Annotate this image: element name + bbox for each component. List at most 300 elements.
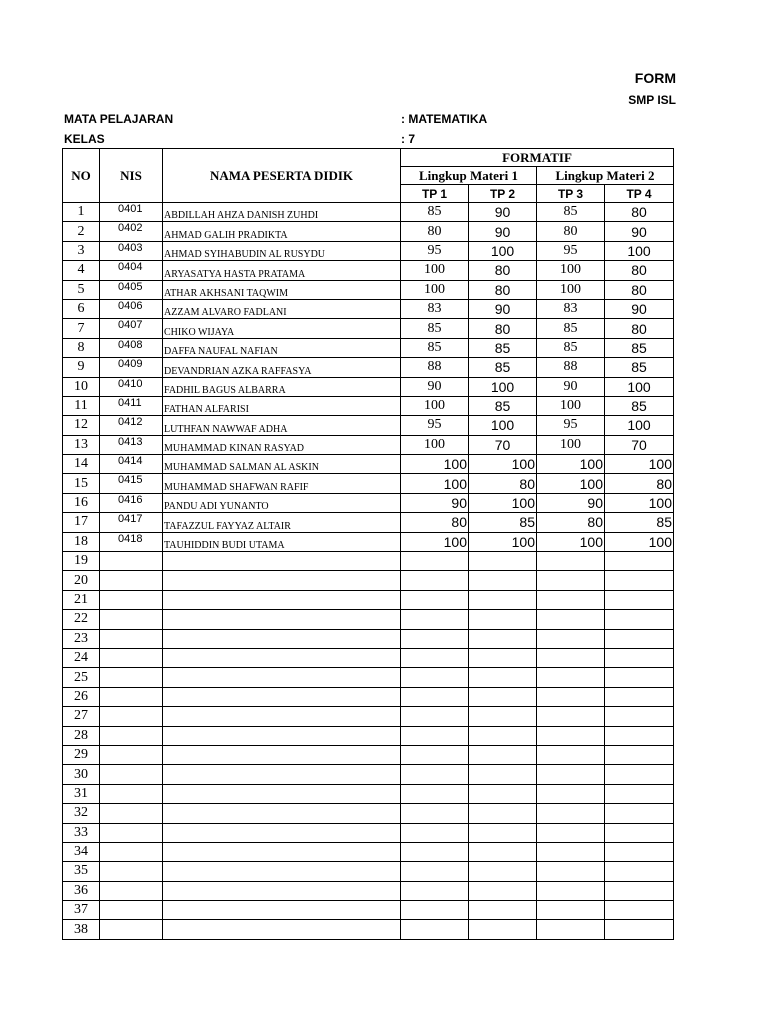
student-nis: 0411 <box>100 396 163 415</box>
score-tp2 <box>469 881 537 900</box>
student-nis <box>100 745 163 764</box>
score-tp3: 100 <box>537 532 605 551</box>
score-tp4 <box>605 648 674 667</box>
score-tp2: 90 <box>469 222 537 241</box>
student-name <box>163 765 401 784</box>
score-tp4 <box>605 590 674 609</box>
student-name <box>163 881 401 900</box>
row-number: 20 <box>63 571 100 590</box>
table-row <box>63 765 674 784</box>
score-tp4: 100 <box>605 532 674 551</box>
score-tp3: 90 <box>537 377 605 396</box>
score-tp3: 100 <box>537 280 605 299</box>
score-tp1: 95 <box>401 241 469 260</box>
student-name: DAFFA NAUFAL NAFIAN <box>163 338 401 357</box>
subject-value: : MATEMATIKA <box>401 112 488 126</box>
table-row <box>63 377 674 396</box>
student-name <box>163 823 401 842</box>
score-tp3: 80 <box>537 222 605 241</box>
score-tp1: 100 <box>401 435 469 454</box>
row-number: 11 <box>63 396 100 415</box>
row-number: 24 <box>63 648 100 667</box>
row-number: 13 <box>63 435 100 454</box>
score-tp4: 85 <box>605 513 674 532</box>
score-tp1 <box>401 687 469 706</box>
score-tp2 <box>469 862 537 881</box>
score-tp4: 100 <box>605 493 674 512</box>
student-nis: 0404 <box>100 261 163 280</box>
student-name: DEVANDRIAN AZKA RAFFASYA <box>163 358 401 377</box>
row-number: 27 <box>63 707 100 726</box>
row-number: 18 <box>63 532 100 551</box>
form-title: FORM <box>634 70 676 86</box>
score-tp2: 80 <box>469 280 537 299</box>
table-row <box>63 552 674 571</box>
score-tp3 <box>537 920 605 939</box>
student-nis: 0403 <box>100 241 163 260</box>
row-number: 2 <box>63 222 100 241</box>
score-tp2 <box>469 610 537 629</box>
score-tp1: 100 <box>401 455 469 474</box>
score-tp3: 95 <box>537 416 605 435</box>
score-tp2 <box>469 629 537 648</box>
table-row <box>63 745 674 764</box>
score-tp2 <box>469 804 537 823</box>
score-tp1 <box>401 610 469 629</box>
score-tp1 <box>401 804 469 823</box>
score-tp4 <box>605 552 674 571</box>
tp4-header: TP 4 <box>605 185 674 203</box>
score-tp1: 100 <box>401 396 469 415</box>
score-tp1: 100 <box>401 532 469 551</box>
student-nis: 0412 <box>100 416 163 435</box>
scope-2-header: Lingkup Materi 2 <box>537 167 674 185</box>
score-tp3 <box>537 590 605 609</box>
table-row <box>63 687 674 706</box>
class-value: : 7 <box>401 132 416 146</box>
student-name: MUHAMMAD SALMAN AL ASKIN <box>163 455 401 474</box>
col-header-nis: NIS <box>100 149 163 203</box>
row-number: 22 <box>63 610 100 629</box>
score-tp3 <box>537 862 605 881</box>
score-tp1 <box>401 784 469 803</box>
score-tp2 <box>469 842 537 861</box>
row-number: 8 <box>63 338 100 357</box>
table-row <box>63 261 674 280</box>
score-tp4 <box>605 629 674 648</box>
subject-label: MATA PELAJARAN <box>64 112 174 126</box>
table-row <box>63 493 674 512</box>
student-nis <box>100 571 163 590</box>
grade-table <box>62 148 674 940</box>
score-tp4 <box>605 862 674 881</box>
student-name <box>163 726 401 745</box>
table-row <box>63 784 674 803</box>
score-tp2: 100 <box>469 241 537 260</box>
student-nis <box>100 804 163 823</box>
row-number: 36 <box>63 881 100 900</box>
row-number: 29 <box>63 745 100 764</box>
student-nis <box>100 901 163 920</box>
score-tp4: 85 <box>605 358 674 377</box>
student-nis: 0418 <box>100 532 163 551</box>
table-row <box>63 435 674 454</box>
score-tp2: 85 <box>469 396 537 415</box>
row-number: 12 <box>63 416 100 435</box>
score-tp3: 85 <box>537 203 605 222</box>
score-tp1: 95 <box>401 416 469 435</box>
score-tp4 <box>605 901 674 920</box>
score-tp4: 100 <box>605 377 674 396</box>
student-nis <box>100 765 163 784</box>
score-tp4 <box>605 571 674 590</box>
score-tp3: 95 <box>537 241 605 260</box>
student-name <box>163 571 401 590</box>
row-number: 34 <box>63 842 100 861</box>
score-tp3: 85 <box>537 319 605 338</box>
score-tp3 <box>537 552 605 571</box>
score-tp1: 80 <box>401 222 469 241</box>
score-tp4 <box>605 668 674 687</box>
score-tp1 <box>401 629 469 648</box>
score-tp2: 100 <box>469 532 537 551</box>
student-nis <box>100 552 163 571</box>
score-tp4 <box>605 745 674 764</box>
score-tp1: 90 <box>401 377 469 396</box>
row-number: 32 <box>63 804 100 823</box>
student-nis <box>100 610 163 629</box>
row-number: 28 <box>63 726 100 745</box>
score-tp1: 85 <box>401 319 469 338</box>
student-name <box>163 629 401 648</box>
score-tp4 <box>605 687 674 706</box>
row-number: 1 <box>63 203 100 222</box>
score-tp1 <box>401 901 469 920</box>
student-nis <box>100 707 163 726</box>
score-tp4: 80 <box>605 319 674 338</box>
score-tp3 <box>537 648 605 667</box>
score-tp1 <box>401 552 469 571</box>
score-tp3: 100 <box>537 435 605 454</box>
row-number: 25 <box>63 668 100 687</box>
tp1-header: TP 1 <box>401 185 469 203</box>
score-tp4: 80 <box>605 203 674 222</box>
student-nis: 0405 <box>100 280 163 299</box>
student-nis <box>100 842 163 861</box>
table-row <box>63 571 674 590</box>
row-number: 30 <box>63 765 100 784</box>
score-tp2: 90 <box>469 299 537 318</box>
student-nis: 0410 <box>100 377 163 396</box>
score-tp1 <box>401 648 469 667</box>
student-name: MUHAMMAD KINAN RASYAD <box>163 435 401 454</box>
table-row <box>63 804 674 823</box>
score-tp2: 100 <box>469 377 537 396</box>
student-name <box>163 862 401 881</box>
student-name: LUTHFAN NAWWAF ADHA <box>163 416 401 435</box>
student-nis <box>100 920 163 939</box>
score-tp1 <box>401 765 469 784</box>
score-tp3 <box>537 842 605 861</box>
score-tp1: 90 <box>401 493 469 512</box>
score-tp2: 90 <box>469 203 537 222</box>
score-tp1: 88 <box>401 358 469 377</box>
student-name: AHMAD SYIHABUDIN AL RUSYDU <box>163 241 401 260</box>
student-name <box>163 842 401 861</box>
score-tp3 <box>537 804 605 823</box>
student-nis: 0401 <box>100 203 163 222</box>
score-tp2: 70 <box>469 435 537 454</box>
student-name: FADHIL BAGUS ALBARRA <box>163 377 401 396</box>
student-nis <box>100 881 163 900</box>
score-tp2: 85 <box>469 358 537 377</box>
table-row <box>63 823 674 842</box>
score-tp2 <box>469 765 537 784</box>
tp3-header: TP 3 <box>537 185 605 203</box>
score-tp1: 83 <box>401 299 469 318</box>
score-tp4: 100 <box>605 241 674 260</box>
class-label: KELAS <box>64 132 105 146</box>
scope-1-header: Lingkup Materi 1 <box>401 167 537 185</box>
student-name <box>163 745 401 764</box>
table-row <box>63 590 674 609</box>
score-tp3 <box>537 745 605 764</box>
score-tp2 <box>469 707 537 726</box>
student-nis: 0406 <box>100 299 163 318</box>
student-nis: 0413 <box>100 435 163 454</box>
score-tp1: 85 <box>401 203 469 222</box>
student-name <box>163 648 401 667</box>
row-number: 26 <box>63 687 100 706</box>
row-number: 10 <box>63 377 100 396</box>
score-tp2 <box>469 571 537 590</box>
score-tp3: 85 <box>537 338 605 357</box>
student-name <box>163 668 401 687</box>
score-tp3 <box>537 881 605 900</box>
score-tp4 <box>605 610 674 629</box>
row-number: 15 <box>63 474 100 493</box>
row-number: 14 <box>63 455 100 474</box>
score-tp1 <box>401 668 469 687</box>
row-number: 35 <box>63 862 100 881</box>
score-tp2: 100 <box>469 493 537 512</box>
score-tp4 <box>605 920 674 939</box>
student-name <box>163 901 401 920</box>
score-tp3 <box>537 901 605 920</box>
score-tp4: 85 <box>605 396 674 415</box>
score-tp3: 80 <box>537 513 605 532</box>
student-name: TAFAZZUL FAYYAZ ALTAIR <box>163 513 401 532</box>
score-tp4 <box>605 881 674 900</box>
student-name: AZZAM ALVARO FADLANI <box>163 299 401 318</box>
score-tp3: 88 <box>537 358 605 377</box>
student-name: MUHAMMAD SHAFWAN RAFIF <box>163 474 401 493</box>
score-tp2: 80 <box>469 474 537 493</box>
student-nis <box>100 668 163 687</box>
score-tp1 <box>401 862 469 881</box>
row-number: 3 <box>63 241 100 260</box>
score-tp4: 70 <box>605 435 674 454</box>
score-tp1 <box>401 590 469 609</box>
score-tp2 <box>469 668 537 687</box>
score-tp3 <box>537 765 605 784</box>
table-row <box>63 881 674 900</box>
student-name <box>163 590 401 609</box>
score-tp4: 80 <box>605 261 674 280</box>
row-number: 5 <box>63 280 100 299</box>
score-tp4 <box>605 765 674 784</box>
score-tp4 <box>605 726 674 745</box>
score-tp3: 100 <box>537 261 605 280</box>
student-nis <box>100 648 163 667</box>
score-tp2 <box>469 726 537 745</box>
score-tp4: 100 <box>605 455 674 474</box>
formatif-header: FORMATIF <box>401 149 674 167</box>
student-name <box>163 610 401 629</box>
row-number: 23 <box>63 629 100 648</box>
table-row <box>63 513 674 532</box>
student-nis: 0416 <box>100 493 163 512</box>
score-tp2: 80 <box>469 261 537 280</box>
score-tp2 <box>469 784 537 803</box>
table-row <box>63 629 674 648</box>
table-row <box>63 338 674 357</box>
score-tp2: 85 <box>469 338 537 357</box>
student-name: AHMAD GALIH PRADIKTA <box>163 222 401 241</box>
table-row <box>63 416 674 435</box>
score-tp2 <box>469 920 537 939</box>
col-header-no: NO <box>63 149 100 203</box>
score-tp1 <box>401 745 469 764</box>
student-name <box>163 920 401 939</box>
score-tp2: 80 <box>469 319 537 338</box>
score-tp3 <box>537 629 605 648</box>
score-tp3 <box>537 784 605 803</box>
table-row <box>63 532 674 551</box>
table-row <box>63 474 674 493</box>
score-tp1 <box>401 881 469 900</box>
student-name <box>163 707 401 726</box>
score-tp3: 100 <box>537 474 605 493</box>
score-tp1 <box>401 842 469 861</box>
table-row <box>63 222 674 241</box>
school-name: SMP ISL <box>628 93 676 107</box>
score-tp1 <box>401 726 469 745</box>
student-name: PANDU ADI YUNANTO <box>163 493 401 512</box>
table-row <box>63 648 674 667</box>
score-tp2: 85 <box>469 513 537 532</box>
score-tp1: 100 <box>401 280 469 299</box>
student-name: ATHAR AKHSANI TAQWIM <box>163 280 401 299</box>
row-number: 31 <box>63 784 100 803</box>
table-row <box>63 358 674 377</box>
score-tp2: 100 <box>469 416 537 435</box>
student-name: CHIKO WIJAYA <box>163 319 401 338</box>
student-nis <box>100 629 163 648</box>
table-row <box>63 396 674 415</box>
row-number: 33 <box>63 823 100 842</box>
student-nis <box>100 784 163 803</box>
score-tp4: 85 <box>605 338 674 357</box>
score-tp4 <box>605 784 674 803</box>
score-tp4: 90 <box>605 222 674 241</box>
score-tp3 <box>537 687 605 706</box>
row-number: 7 <box>63 319 100 338</box>
student-name: ABDILLAH AHZA DANISH ZUHDI <box>163 203 401 222</box>
score-tp4 <box>605 804 674 823</box>
score-tp1: 80 <box>401 513 469 532</box>
score-tp4: 80 <box>605 280 674 299</box>
row-number: 16 <box>63 493 100 512</box>
score-tp1: 100 <box>401 261 469 280</box>
tp2-header: TP 2 <box>469 185 537 203</box>
score-tp2 <box>469 745 537 764</box>
row-number: 6 <box>63 299 100 318</box>
score-tp3 <box>537 610 605 629</box>
score-tp1: 100 <box>401 474 469 493</box>
row-number: 21 <box>63 590 100 609</box>
student-nis: 0408 <box>100 338 163 357</box>
student-nis <box>100 590 163 609</box>
table-row <box>63 862 674 881</box>
score-tp1 <box>401 571 469 590</box>
student-nis: 0402 <box>100 222 163 241</box>
student-nis <box>100 823 163 842</box>
table-row <box>63 241 674 260</box>
col-header-name: NAMA PESERTA DIDIK <box>163 149 401 203</box>
student-name <box>163 687 401 706</box>
student-nis: 0414 <box>100 455 163 474</box>
score-tp2 <box>469 648 537 667</box>
row-number: 38 <box>63 920 100 939</box>
score-tp2 <box>469 901 537 920</box>
score-tp3: 100 <box>537 455 605 474</box>
table-row <box>63 901 674 920</box>
score-tp4 <box>605 707 674 726</box>
student-nis: 0407 <box>100 319 163 338</box>
row-number: 37 <box>63 901 100 920</box>
student-nis <box>100 687 163 706</box>
table-row <box>63 455 674 474</box>
student-name: ARYASATYA HASTA PRATAMA <box>163 261 401 280</box>
student-nis: 0409 <box>100 358 163 377</box>
student-nis: 0415 <box>100 474 163 493</box>
score-tp3 <box>537 668 605 687</box>
student-nis <box>100 862 163 881</box>
score-tp2 <box>469 687 537 706</box>
table-row <box>63 280 674 299</box>
row-number: 17 <box>63 513 100 532</box>
score-tp4: 100 <box>605 416 674 435</box>
table-row <box>63 299 674 318</box>
score-tp2: 100 <box>469 455 537 474</box>
score-tp1 <box>401 920 469 939</box>
table-row <box>63 203 674 222</box>
table-row <box>63 842 674 861</box>
score-tp3: 90 <box>537 493 605 512</box>
table-row <box>63 920 674 939</box>
row-number: 9 <box>63 358 100 377</box>
score-tp4: 80 <box>605 474 674 493</box>
table-row <box>63 668 674 687</box>
score-tp3: 100 <box>537 396 605 415</box>
row-number: 19 <box>63 552 100 571</box>
table-row <box>63 319 674 338</box>
score-tp2 <box>469 823 537 842</box>
score-tp2 <box>469 590 537 609</box>
score-tp3: 83 <box>537 299 605 318</box>
score-tp3 <box>537 823 605 842</box>
